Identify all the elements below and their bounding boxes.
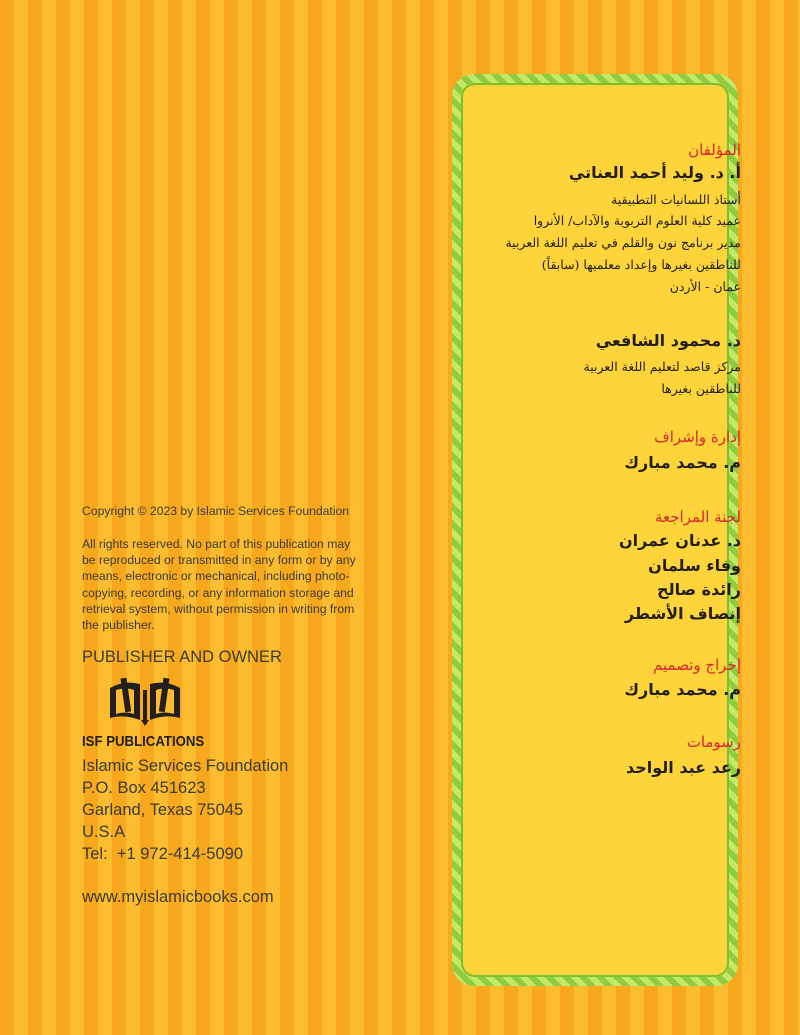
phone-line: Tel: +1 972-414-5090	[82, 845, 243, 863]
author2-name: د. محمود الشافعي	[595, 331, 741, 350]
illustration-name: رعد عبد الواحد	[625, 758, 741, 777]
management-name: م. محمد مبارك	[624, 453, 741, 472]
author2-line-1: مركز قاصد لتعليم اللغة العربية	[583, 359, 741, 374]
copyright-line: Copyright © 2023 by Islamic Services Foundation	[82, 504, 350, 518]
review-name-4: إنصاف الأشطر	[624, 604, 741, 623]
rights-line-3: means, electronic or mechanical, including photo-	[82, 569, 350, 583]
publisher-label: PUBLISHER AND OWNER	[82, 648, 282, 666]
website-link[interactable]: www.myislamicbooks.com	[82, 888, 274, 906]
isf-book-logo-icon	[106, 676, 184, 726]
author1-line-3: مدير برنامج نون والقلم في تعليم اللغة العربية	[505, 235, 741, 250]
author1-line-1: أستاذ اللسانيات التطبيقية	[611, 192, 741, 207]
address-line-2: P.O. Box 451623	[82, 779, 206, 797]
rights-line-2: be reproduced or transmitted in any form or by any	[82, 553, 356, 567]
review-name-2: وفاء سلمان	[648, 556, 741, 575]
isf-publications-logo-text: ISF PUBLICATIONS	[82, 733, 205, 750]
address-line-4: U.S.A	[82, 823, 126, 841]
review-name-3: رائدة صالح	[657, 580, 741, 599]
rights-line-6: the publisher.	[82, 618, 155, 632]
address-line-1: Islamic Services Foundation	[82, 757, 289, 775]
author1-line-5: عمان - الأردن	[669, 279, 741, 294]
management-heading: إدارة وإشراف	[654, 428, 741, 446]
production-heading: إخراج وتصميم	[653, 656, 741, 674]
author1-name: أ. د. وليد أحمد العناتي	[568, 163, 741, 182]
author1-line-4: للناطقين بغيرها وإعداد معلميها (سابقاً)	[541, 257, 741, 272]
rights-line-4: copying, recording, or any information storage and	[82, 586, 354, 600]
illustration-heading: رسومات	[686, 733, 741, 751]
review-heading: لجنة المراجعة	[655, 508, 741, 526]
rights-line-5: retrieval system, without permission in writing from	[82, 602, 355, 616]
authors-heading: المؤلفان	[688, 141, 741, 159]
author2-line-2: للناطقين بغيرها	[661, 381, 741, 396]
rights-line-1: All rights reserved. No part of this publication may	[82, 537, 351, 551]
production-name: م. محمد مبارك	[624, 680, 741, 699]
address-line-3: Garland, Texas 75045	[82, 801, 244, 819]
review-name-1: د. عدنان عمران	[618, 531, 741, 550]
author1-line-2: عميد كلية العلوم التربوية والآداب/ الأنروا	[533, 213, 741, 228]
